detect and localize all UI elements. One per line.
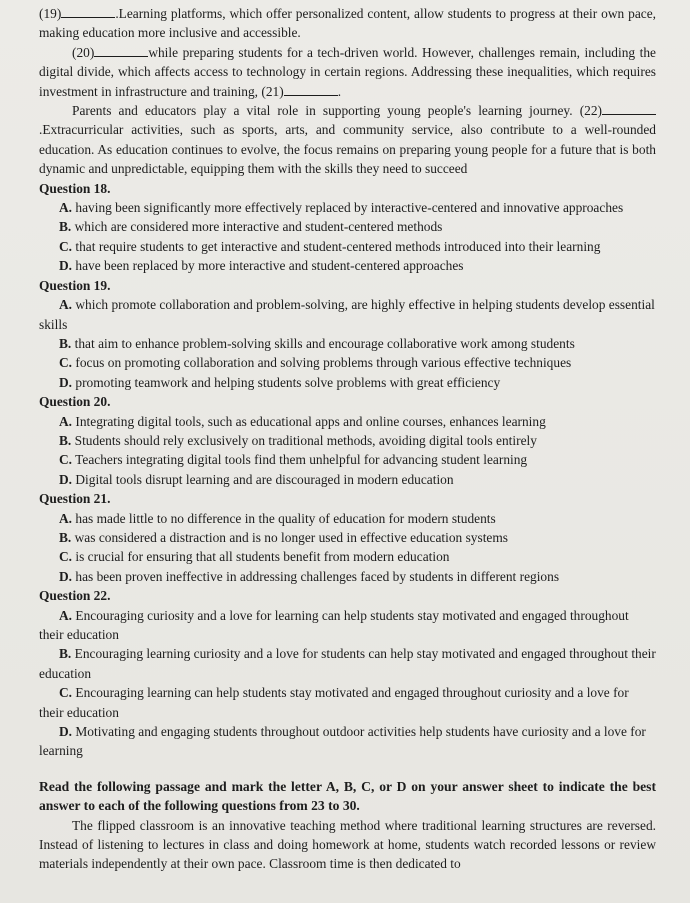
option-text: Teachers integrating digital tools find them unhelpful for advancing student learning [75,452,528,468]
option-letter: C. [59,452,73,468]
option-letter: A. [59,510,73,526]
answer-blank [284,84,338,96]
option-text: which promote collaboration and problem-solving, are highly effective in helping students develop essential skills [39,297,655,332]
question-title: Question 22. [39,588,111,604]
option-text: promoting teamwork and helping students solve problems with great efficiency [75,374,501,390]
question-title: Question 21. [39,491,111,507]
answer-blank [94,45,148,57]
answer-blank [602,103,656,115]
option-letter: A. [59,607,73,623]
answer-blank [61,6,115,18]
option-letter: B. [59,432,72,448]
passage-paragraph-19: (19) .Learning platforms, which offer personalized content, allow students to progress at their own pace, making education more inclusive and accessible. [39,6,656,41]
answer-option [39,237,656,256]
option-text: has been proven ineffective in addressing challenges faced by students in different regions [75,568,560,584]
answer-option [39,334,656,353]
answer-option [39,353,656,372]
answer-option [39,567,656,586]
option-letter: C. [59,355,73,371]
option-text: focus on promoting collaboration and solving problems through various effective techniques [75,355,572,371]
option-letter: A. [59,200,73,216]
option-text: which are considered more interactive and student-centered methods [74,219,443,235]
option-text: Motivating and engaging students throughout outdoor activities help students have curiosity and a love for learning [39,724,646,759]
option-text: Digital tools disrupt learning and are discouraged in modern education [75,471,454,487]
option-text: that require students to get interactive and student-centered methods introduced into their learning [75,238,601,254]
option-letter: B. [59,335,72,351]
option-text: Encouraging learning curiosity and a love for students can help stay motivated and engaged throughout their education [39,646,656,681]
passage-paragraph-22: Parents and educators play a vital role in supporting young people's learning journey. (22).Extracurricular activities, such as sports, arts, and community service, also contribute to a well-rounded education. As education continues to evolve, the focus remains on preparing young people for a future that is both dynamic and unpredictable, equipping them with the skills they need to succeed [39,103,656,177]
answer-option [39,547,656,566]
option-letter: A. [59,413,73,429]
option-letter: B. [59,529,72,545]
passage-paragraph-flipped-classroom: The flipped classroom is an innovative teaching method where traditional learning structures are reversed. Instead of listening to lectures in class and doing homework at home, students watch recorded lessons or review materials independently at their own pace. Classroom time is then dedicated to [39,817,656,872]
option-text: Integrating digital tools, such as educational apps and online courses, enhances learning [75,413,546,429]
answer-option [39,217,656,236]
option-letter: D. [59,568,73,584]
option-text: Encouraging curiosity and a love for learning can help students stay motivated and engaged throughout their education [39,607,629,642]
option-letter: C. [59,549,73,565]
option-text: was considered a distraction and is no longer used in effective education systems [74,529,508,545]
option-text: has made little to no difference in the quality of education for modern students [75,510,496,526]
option-text: that aim to enhance problem-solving skills and encourage collaborative work among students [74,335,575,351]
question-title: Question 18. [39,180,111,196]
option-text: Students should rely exclusively on traditional methods, avoiding digital tools entirely [74,432,537,448]
answer-option [39,373,656,392]
passage-paragraph-20: (20) while preparing students for a tech-driven world. However, challenges remain, including the digital divide, which affects access to technology in certain regions. Addressing these inequalities, which requires investment in infrastructure and training, (21) . [39,44,656,99]
option-text: having been significantly more effectively replaced by interactive-centered and innovative approaches [75,200,624,216]
answer-option [39,198,656,217]
section-instruction: Read the following passage and mark the letter A, B, C, or D on your answer sheet to indicate the best answer to each of the following questions from 23 to 30. [39,778,656,814]
option-text: Encouraging learning can help students stay motivated and engaged throughout curiosity and a love for their education [39,685,629,720]
option-letter: D. [59,724,73,740]
answer-option [39,295,656,334]
option-letter: C. [59,685,73,701]
answer-option [39,431,656,450]
option-letter: A. [59,297,73,313]
answer-option [39,528,656,547]
answer-option [39,412,656,431]
answer-option [39,450,656,469]
answer-option [39,606,656,645]
option-letter: B. [59,646,72,662]
answer-option [39,509,656,528]
answer-option [39,683,656,722]
option-text: have been replaced by more interactive and student-centered approaches [75,258,464,274]
option-text: is crucial for ensuring that all students benefit from modern education [75,549,450,565]
option-letter: D. [59,374,73,390]
option-letter: C. [59,238,73,254]
question-title: Question 19. [39,277,111,293]
answer-option [39,470,656,489]
question-list [39,179,656,761]
question-title: Question 20. [39,394,111,410]
answer-option [39,256,656,275]
option-letter: B. [59,219,72,235]
option-letter: D. [59,258,73,274]
answer-option [39,644,656,683]
option-letter: D. [59,471,73,487]
answer-option [39,722,656,761]
